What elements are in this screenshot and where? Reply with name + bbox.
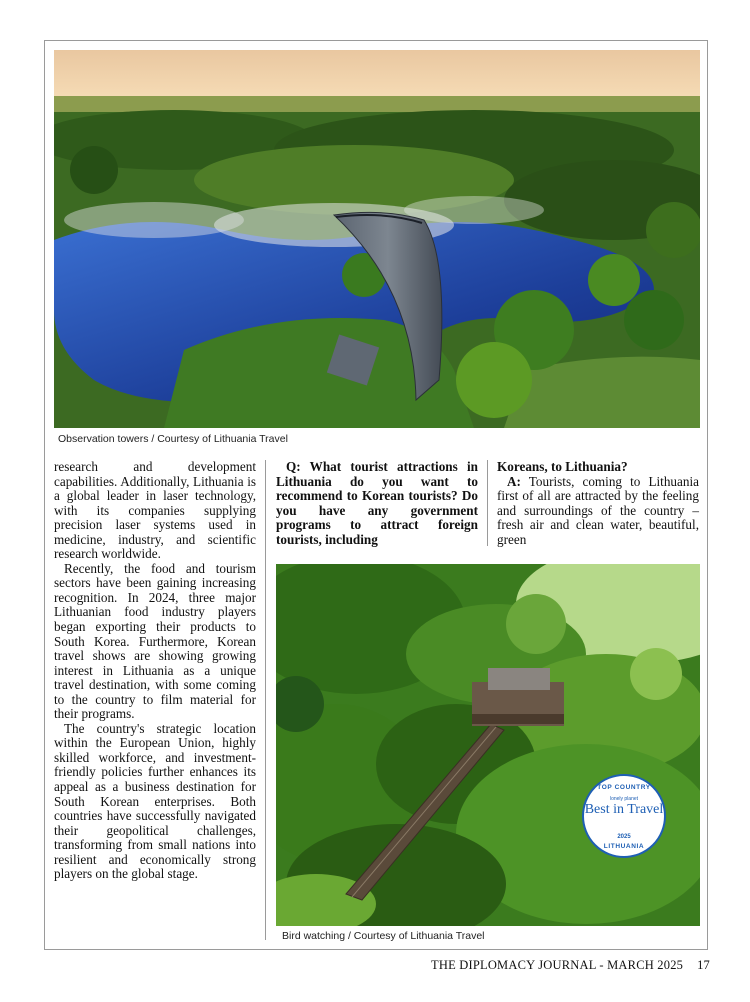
badge-brand: lonely planet	[609, 796, 639, 802]
column-divider	[487, 460, 488, 546]
answer-text: Tourists, coming to Lithuania first of all are attracted by the feeling and surroundings of the country – fresh air and clean water, beautiful, green	[497, 473, 699, 547]
paragraph: The country's strategic location within the European Union, highly skilled workforce, and investment-friendly policies further enhances its appeal as a business destination for South Korean enterprises. Both countries have successfully navigated their geopolitical challenges, transforming from small nations into resilient and economically strong players on the global stage.	[54, 720, 256, 882]
bottom-photo-caption: Bird watching / Courtesy of Lithuania Travel	[282, 930, 485, 942]
badge-top-text: TOP COUNTRY	[597, 784, 651, 791]
question-end: Koreans, to Lithuania?	[497, 459, 628, 474]
observation-tower-photo	[54, 50, 700, 428]
article-column-3	[497, 460, 699, 547]
badge-bottom-text: LITHUANIA	[603, 843, 645, 850]
best-in-travel-badge	[582, 774, 666, 858]
journal-name: THE DIPLOMACY JOURNAL - MARCH 2025	[431, 958, 684, 972]
paragraph: research and development capabilities. Additionally, Lithuania is a global leader in laser technology, with its companies supplying precision laser systems used in medicine, industry, and scientific research worldwide.	[54, 459, 256, 562]
page-footer	[431, 958, 710, 973]
answer-label: A:	[507, 473, 521, 489]
badge-title: Best in Travel	[584, 802, 664, 817]
badge-year: 2025	[617, 834, 631, 840]
bird-watching-photo	[276, 564, 700, 926]
column-divider	[265, 460, 266, 940]
page-number: 17	[697, 958, 710, 972]
interview-question: Q: What tourist attractions in Lithuania do you want to recommend to Korean tourists? Do you have any government programs to attract foreign tourists, including	[276, 459, 478, 547]
paragraph: Recently, the food and tourism sectors have been gaining increasing recognition. In 2024, three major Lithuanian food industry players began exporting their products to South Korea. Furthermore, Korean travel shows are showing growing interest in Lithuania as a unique travel destination, with some coming to the country to film material for their programs.	[54, 560, 256, 722]
top-photo-caption: Observation towers / Courtesy of Lithuania Travel	[58, 433, 288, 445]
article-column-1	[54, 460, 256, 882]
answer-paragraph	[497, 475, 699, 548]
